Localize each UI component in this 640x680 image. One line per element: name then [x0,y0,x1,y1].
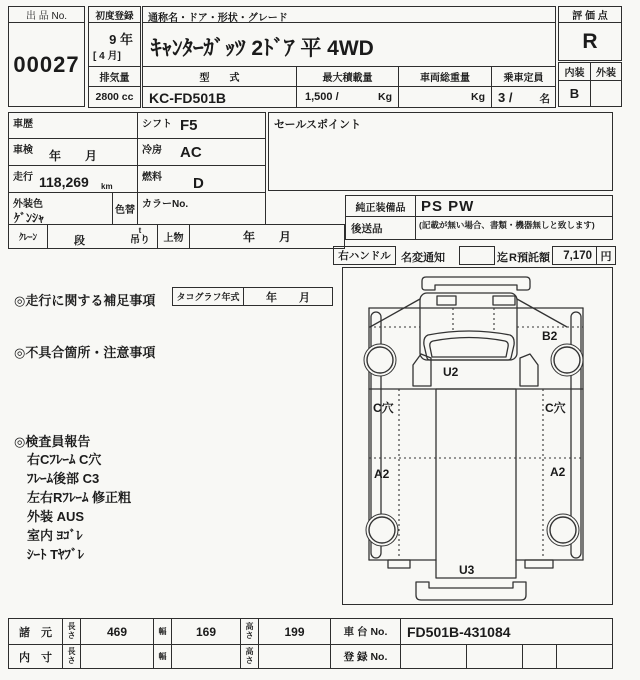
grade-value: R [558,22,622,61]
inspector-item: 左右Rﾌﾚｰﾑ 修正粗 [27,490,132,505]
genuine-equipment-cell [415,195,613,217]
later-items-cell [415,216,613,240]
model-name-value: ｷｬﾝﾀｰｶﾞｯﾂ 2ﾄﾞｱ 平 4WD [151,37,374,60]
first-registration-year: 9 年 [109,32,133,47]
capacity-label: 乗車定員 [491,66,556,87]
damage-code-u3: U3 [459,563,475,577]
max-load-unit: Kg [378,91,392,103]
inspector-report-heading: ◎検査員報告 [14,434,91,449]
mileage-value: 118,269 [39,174,89,190]
inspector-item: 外装 AUS [27,509,85,524]
damage-code-b2: B2 [542,329,558,343]
name-change-label: 名変通知 [401,252,445,264]
length-label [62,618,81,645]
crane-tsuri: 吊り [130,235,150,246]
crane-dan-cell [47,224,158,249]
crane-tsuri-label [130,226,150,246]
name-change-value-box [459,246,495,265]
inspector-item: 右Cﾌﾚｰﾑ C穴 [27,452,102,467]
exterior-color-value: ｹﾞﾝｼｬ [14,211,45,225]
cab-vent-right [493,296,515,305]
shift-value: F5 [180,117,198,134]
capacity-value: 3 / [498,90,513,105]
first-registration-value [88,22,141,67]
auction-no-value: 00027 [8,22,85,107]
width-value: 169 [171,618,241,645]
interior-grade-value: B [558,80,591,107]
first-registration-label: 初度登録 [88,6,141,23]
registration-no-cell [400,644,467,669]
auction-no-label: 出 品 No. [8,6,85,23]
inspection-value: 年 月 [48,149,97,163]
inner-dims-row-label: 内 寸 [8,644,63,669]
vehicle-diagram-box [342,267,613,605]
color-change-label: 色替 [112,192,138,225]
inspector-item: ﾌﾚｰﾑ後部 C3 [27,471,100,486]
exterior-color-cell [8,192,113,225]
height-label-text: 高さ [245,622,254,640]
registration-extra-cell-1 [466,644,523,669]
deposit-label: R預託額 [509,252,550,264]
inner-width-label: 幅 [153,644,172,669]
exterior-grade-value [590,80,622,107]
mileage-cell [8,165,138,193]
rear-tab-right [525,560,553,568]
max-load-label: 最大積載量 [296,66,399,87]
capacity-unit: 名 [539,93,550,105]
crane-value: 年 月 [189,224,345,249]
inner-width-value [171,644,241,669]
inspector-item: 室内 ﾖｺﾞﾚ [27,528,83,543]
front-bumper [422,277,530,290]
inspector-item: ｼｰﾄ Tﾔﾌﾞﾚ [27,547,85,562]
model-code-value: KC-FD501B [149,90,227,106]
gross-weight-cell [398,86,492,108]
mileage-supplement-heading: ◎走行に関する補足事項 [14,293,156,308]
max-load-cell [296,86,399,108]
chassis-no-value: FD501B-431084 [407,624,511,640]
height-value: 199 [258,618,331,645]
width-label: 幅 [153,618,172,645]
cab-outline [420,293,517,360]
aircon-label: 冷房 [142,145,162,156]
model-name-label: 通称名・ドア・形状・グレード [148,13,288,24]
cab-vent-left [437,296,456,305]
tachograph-label: タコグラフ年式 [172,287,244,306]
deposit-value: 7,170 [563,250,592,262]
shift-label: シフト [142,119,172,130]
later-items-label: 後送品 [351,223,383,235]
inner-length-label-text: 長さ [67,647,76,665]
aircon-cell [137,138,266,166]
crane-label: ｸﾚｰﾝ [8,224,48,249]
inspection-label: 車検 [13,145,33,156]
model-name-cell [142,22,556,67]
windshield-outer [424,331,514,360]
inner-height-value [258,644,331,669]
fuel-cell [137,165,266,193]
chassis-no-cell [400,618,613,645]
damage-code-c-hole-right: C穴 [545,401,566,415]
tachograph-value: 年 月 [243,287,333,306]
crane-t: t [138,226,142,235]
first-registration-month: [ 4 月] [93,51,121,62]
chassis-no-label: 車 台 No. [330,618,401,645]
model-code-label: 型 式 [142,66,297,87]
later-items-label-cell [345,216,416,240]
model-name-label-cell [142,6,556,23]
aircon-value: AC [180,144,202,161]
displacement-value: 2800 cc [88,86,141,108]
rear-tab-left [388,560,410,568]
inner-height-label [240,644,259,669]
inner-length-value [80,644,154,669]
rear-bumper [416,582,526,600]
genuine-equipment-label: 純正装備品 [345,195,416,217]
fuel-label: 燃料 [142,172,162,183]
registration-extra-cell-3 [556,644,613,669]
gross-weight-label: 車両総重量 [398,66,492,87]
later-items-note: (記載が無い場合、書類・機器無しと致します) [419,220,595,230]
spec-row-label: 諸 元 [8,618,63,645]
inspection-cell [8,138,138,166]
crane-dan-label: 段 [74,235,85,247]
mileage-unit: km [101,182,113,191]
interior-grade-label: 内装 [558,62,591,81]
inner-length-label [62,644,81,669]
yen-label: 円 [596,246,616,265]
damage-code-u2: U2 [443,365,459,379]
cargo-bed [436,389,516,578]
model-code-cell [142,86,297,108]
right-door-wing [520,354,538,386]
genuine-equipment-value: PS PW [421,198,475,215]
damage-code-c-hole-left: C穴 [373,401,394,415]
registration-no-label: 登 録 No. [330,644,401,669]
damage-code-a2-left: A2 [374,467,390,481]
capacity-cell [491,86,556,108]
defects-heading: ◎不具合箇所・注意事項 [14,345,156,360]
exterior-color-label: 外装色 [13,199,43,210]
exterior-grade-label: 外装 [590,62,622,81]
fuel-value: D [193,175,204,192]
windshield-inner [430,338,508,358]
max-load-value: 1,500 / [305,91,339,103]
sales-point-box [268,112,613,191]
history-cell [8,112,138,139]
shift-cell [137,112,266,139]
registration-extra-cell-2 [522,644,557,669]
history-label: 車歴 [13,119,33,130]
sales-point-label: セールスポイント [274,119,362,131]
color-no-cell [137,192,266,225]
inner-height-label-text: 高さ [245,647,254,665]
height-label [240,618,259,645]
length-value: 469 [80,618,154,645]
grade-label: 評 価 点 [558,6,622,23]
deposit-value-box [552,246,597,265]
displacement-label: 排気量 [88,66,141,87]
made-label: 迄 [497,252,508,264]
length-label-text: 長さ [67,622,76,640]
damage-code-a2-right: A2 [550,465,566,479]
crane-uwamono-label: 上物 [157,224,190,249]
handle-position-badge: 右ハンドル [333,246,396,265]
gross-weight-unit: Kg [471,91,485,103]
truck-top-view-diagram [343,268,612,604]
color-no-label: カラーNo. [142,199,189,210]
mileage-label: 走行 [13,172,33,183]
